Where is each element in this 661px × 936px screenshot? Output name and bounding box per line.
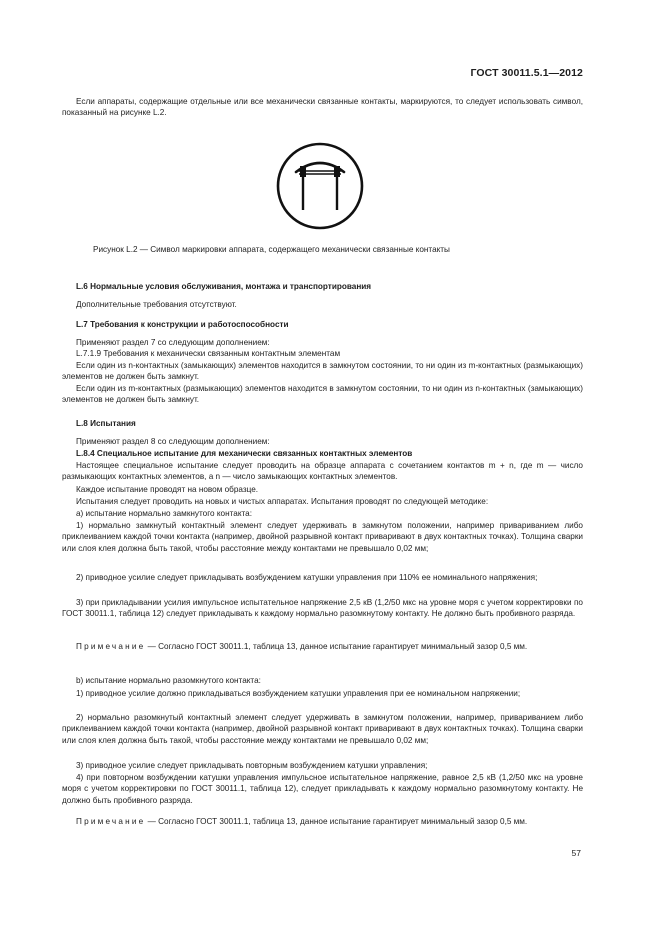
figure-l2 [265, 136, 375, 241]
section-l8-heading: L.8 Испытания [76, 419, 136, 428]
section-l7-p3: Если один из n-контактных (замыкающих) элементов находится в замкнутом состоянии, то ни один из m-контактных (размыкающих) элементов не должен быть замкнут. [62, 361, 583, 382]
section-l84-heading: L.8.4 Специальное испытание для механически связанных контактных элементов [76, 449, 413, 458]
section-l6-text: Дополнительные требования отсутствуют. [76, 300, 237, 309]
item-a1: 1) нормально замкнутый контактный элемент следует удерживать в замкнутом положении, например привариванием либо приклеиванием каждой точки контакта (например, двойной разрывной контакт приваривают в двух контактных точках). Толщина сварки или слоя клея должна быть такой, чтобы расстояние между контактами не превышало 0,02 мм; [62, 521, 583, 553]
page-number: 57 [571, 848, 581, 858]
section-l84-p4: Испытания следует проводить на новых и чистых аппаратах. Испытания проводят по следующей методике: [76, 497, 489, 506]
item-a: а) испытание нормально замкнутого контакта: [76, 509, 252, 518]
mechanically-linked-contacts-symbol-icon [265, 136, 375, 236]
note-1 [62, 641, 583, 652]
note-2-label: Примечание [76, 817, 146, 826]
section-l84-p3: Каждое испытание проводят на новом образце. [76, 485, 259, 494]
section-l7-p2: L.7.1.9 Требования к механически связанным контактным элементам [76, 349, 341, 358]
figure-caption: Рисунок L.2 — Символ маркировки аппарата, содержащего механически связанные контакты [93, 245, 450, 254]
section-l7-heading: L.7 Требования к конструкции и работоспособности [76, 320, 289, 329]
document-header-title: ГОСТ 30011.5.1—2012 [470, 67, 583, 79]
item-b2: 2) нормально разомкнутый контактный элемент следует удерживать в замкнутом положении, например, привариванием либо приклеиванием каждой точки контакта (например, двойной разрывной контакт приваривают в двух контактных точках). Толщина сварки или слоя клея должна быть такой, чтобы расстояние между контактами не превышало 0,02 мм; [62, 713, 583, 745]
section-l84-p2: Настоящее специальное испытание следует проводить на образце аппарата с сочетанием контактов m + n, где m — число размыкающих контактных элементов, а n — число замыкающих контактных элементов. [62, 461, 583, 482]
item-a3: 3) при прикладывании усилия импульсное испытательное напряжение 2,5 кВ (1,2/50 мкс на уровне моря с учетом корректировки по ГОСТ 30011.1, таблица 12) следует прикладывать к каждому нормально разомкнутому контакту. Не должно быть пробивного разряда. [62, 598, 583, 619]
note-1-label: Примечание [76, 642, 146, 651]
section-l8-p1: Применяют раздел 8 со следующим дополнением: [76, 437, 270, 446]
note-2 [62, 816, 583, 827]
intro-paragraph: Если аппараты, содержащие отдельные или все механически связанные контакты, маркируются, то следует использовать символ, показанный на рисунке L.2. [62, 97, 583, 118]
section-l7-p4: Если один из m-контактных (размыкающих) элементов находится в замкнутом состоянии, то ни один из n-контактных (замыкающих) элементов не должен быть замкнут. [62, 384, 583, 405]
note-2-text: — Согласно ГОСТ 30011.1, таблица 13, данное испытание гарантирует минимальный зазор 0,5 мм. [145, 817, 528, 826]
item-b3: 3) приводное усилие следует прикладывать повторным возбуждением катушки управления; [76, 761, 428, 770]
section-l7-p1: Применяют раздел 7 со следующим дополнением: [76, 338, 270, 347]
note-1-text: — Согласно ГОСТ 30011.1, таблица 13, данное испытание гарантирует минимальный зазор 0,5 мм. [145, 642, 528, 651]
item-b: b) испытание нормально разомкнутого контакта: [76, 676, 261, 685]
item-a2: 2) приводное усилие следует прикладывать возбуждением катушки управления при 110% ее номинального напряжения; [76, 573, 538, 582]
item-b4: 4) при повторном возбуждении катушки управления импульсное испытательное напряжение, равное 2,5 кВ (1,2/50 мкс на уровне моря с учетом корректировки по ГОСТ 30011.1, таблица 12), следует прикладывать к каждому нормально разомкнутому контакту. Не должно быть пробивного разряда. [62, 773, 583, 805]
item-b1: 1) приводное усилие должно прикладываться возбуждением катушки управления при ее номинальном напряжении; [76, 689, 521, 698]
section-l6-heading: L.6 Нормальные условия обслуживания, монтажа и транспортирования [76, 282, 372, 291]
